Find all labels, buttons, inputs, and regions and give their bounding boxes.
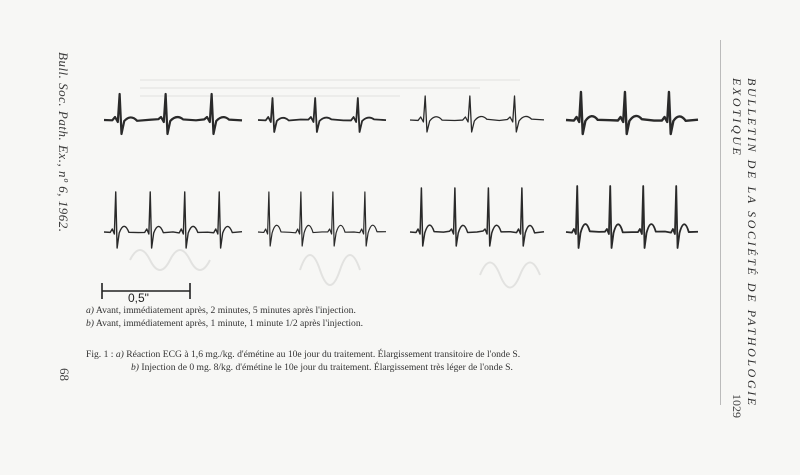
- journal-citation: Bull. Soc. Path. Ex., nº 6, 1962.: [56, 52, 71, 233]
- figure-b-text: Injection de 0 mg. 8/kg. d'émétine le 10e jour du traitement. Élargissement très léger de l'onde S.: [139, 362, 513, 373]
- legend-a-text: Avant, immédiatement après, 2 minutes, 5 minutes après l'injection.: [94, 305, 356, 316]
- scale-bar-label: 0,5": [128, 291, 149, 305]
- legend-b: [86, 318, 363, 329]
- ecg-figure: [96, 80, 716, 300]
- legend-b-marker: b): [86, 318, 94, 329]
- ecg-row-b: [104, 186, 698, 248]
- ecg-trace: [258, 98, 386, 132]
- figure-b-marker: b): [131, 362, 139, 373]
- ecg-trace: [410, 188, 544, 246]
- ecg-row-a: [104, 92, 698, 134]
- figure-a-marker: a): [115, 349, 124, 360]
- figure-label: Fig. 1 :: [86, 349, 116, 360]
- figure-caption-b: [131, 362, 513, 373]
- legend-b-text: Avant, immédiatement après, 1 minute, 1 minute 1/2 après l'injection.: [94, 318, 364, 329]
- ecg-trace: [104, 94, 242, 134]
- legend-a: [86, 305, 356, 316]
- legend-a-marker: a): [86, 305, 94, 316]
- page-number-right: 1029: [730, 394, 744, 418]
- ecg-trace: [566, 92, 698, 134]
- ecg-trace: [104, 192, 242, 248]
- figure-caption-a: [86, 349, 520, 360]
- page-number-left: 68: [57, 368, 72, 381]
- margin-rule: [720, 40, 721, 405]
- ecg-trace: [258, 192, 386, 246]
- ecg-trace: [410, 96, 544, 132]
- figure-a-text: Réaction ECG à 1,6 mg./kg. d'émétine au 10e jour du traitement. Élargissement transitoire de l'onde S.: [123, 349, 521, 360]
- ecg-trace: [566, 186, 698, 248]
- journal-name: BULLETIN DE LA SOCIÉTÉ DE PATHOLOGIE EXOTIQUE: [730, 78, 759, 408]
